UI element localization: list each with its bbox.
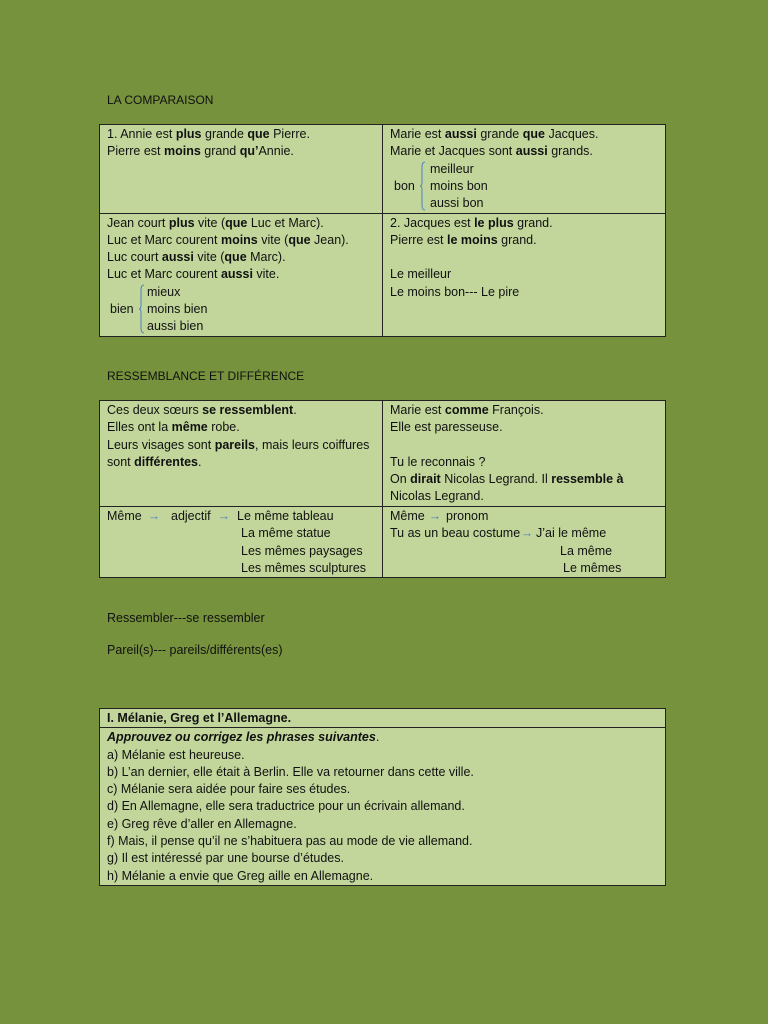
text-line: 2. Jacques est le plus grand.	[390, 215, 553, 230]
list-item: aussi bien	[147, 319, 204, 334]
text-line	[390, 525, 658, 542]
text-line: Le meilleur	[390, 267, 452, 282]
blank-line	[390, 249, 658, 266]
text-line	[107, 508, 375, 525]
text-line: Pierre est moins grand qu’Annie.	[107, 144, 294, 159]
comparaison-cell-2	[383, 125, 666, 214]
exercise-instruction: Approuvez ou corrigez les phrases suivantes.	[107, 730, 380, 745]
list-item: moins bien	[147, 302, 208, 317]
brace-label: bon	[394, 178, 415, 193]
text-line: Marie est aussi grande que Jacques.	[390, 127, 599, 141]
ressemblance-cell-4	[383, 507, 666, 578]
comparaison-table	[99, 124, 666, 337]
brace-items	[147, 284, 207, 336]
list-item: aussi bon	[430, 196, 484, 211]
brace-group-bon	[390, 161, 658, 213]
list-item: a) Mélanie est heureuse.	[107, 747, 245, 762]
list-item: c) Mélanie sera aidée pour faire ses études.	[107, 782, 351, 797]
list-item: h) Mélanie a envie que Greg aille en Allemagne.	[107, 868, 374, 883]
meme-label: Même	[390, 509, 425, 523]
text-line: Marie et Jacques sont aussi grands.	[390, 144, 593, 159]
list-item: La même	[560, 543, 613, 558]
text-line: Pierre est le moins grand.	[390, 232, 537, 247]
ressemblance-cell-3	[100, 507, 383, 578]
text-line: Leurs visages sont pareils, mais leurs coiffures	[107, 437, 370, 452]
list-item: e) Greg rêve d’aller en Allemagne.	[107, 816, 297, 831]
meme-label: Même	[107, 509, 142, 523]
text-line: Luc et Marc courent aussi vite.	[107, 267, 280, 282]
section-title-ressemblance: RESSEMBLANCE ET DIFFÉRENCE	[107, 369, 305, 383]
arrow-right-icon: →	[428, 509, 442, 523]
text-line	[390, 560, 658, 577]
note-ressembler: Ressembler---se ressembler	[107, 611, 265, 625]
exercise-table	[99, 708, 666, 886]
list-item: b) L’an dernier, elle était à Berlin. Elle va retourner dans cette ville.	[107, 764, 474, 779]
brace-icon	[139, 284, 145, 334]
arrow-right-icon: →	[147, 509, 161, 523]
note-pareil: Pareil(s)--- pareils/différents(es)	[107, 643, 283, 657]
comparaison-cell-1	[100, 125, 383, 214]
blank-line	[390, 437, 658, 454]
text-line: Elle est paresseuse.	[390, 420, 503, 435]
brace-icon	[420, 161, 426, 211]
costume-text: Tu as un beau costume	[390, 526, 521, 541]
text-line	[107, 560, 375, 577]
ressemblance-cell-1	[100, 401, 383, 507]
arrow-right-icon: →	[217, 509, 231, 523]
exercise-body	[100, 728, 666, 886]
ressemblance-cell-2	[383, 401, 666, 507]
text-line: Marie est comme François.	[390, 403, 544, 417]
pronom-label: pronom	[446, 509, 489, 523]
text-line: Luc et Marc courent moins vite (que Jean).	[107, 232, 349, 247]
list-item: La même statue	[241, 526, 331, 541]
adjectif-label: adjectif	[171, 509, 211, 523]
text-line	[107, 543, 375, 560]
ressemblance-table	[99, 400, 666, 578]
list-item: d) En Allemagne, elle sera traductrice pour un écrivain allemand.	[107, 799, 465, 814]
list-item: mieux	[147, 284, 181, 299]
list-item: Le même tableau	[237, 509, 334, 523]
text-line: Nicolas Legrand.	[390, 489, 484, 504]
text-line	[390, 543, 658, 560]
text-line	[390, 508, 658, 525]
list-item: g) Il est intéressé par une bourse d’études.	[107, 851, 344, 866]
list-item: moins bon	[430, 178, 488, 193]
text-line: sont différentes.	[107, 454, 202, 469]
list-item: Le mêmes	[563, 560, 622, 575]
arrow-right-icon: →	[520, 526, 534, 541]
text-line: Le moins bon--- Le pire	[390, 284, 520, 299]
text-line: Luc court aussi vite (que Marc).	[107, 250, 286, 265]
list-item: J’ai le même	[536, 526, 607, 541]
text-line: Jean court plus vite (que Luc et Marc).	[107, 215, 324, 230]
text-line: Tu le reconnais ?	[390, 454, 486, 469]
text-line	[107, 525, 375, 542]
text-line: Elles ont la même robe.	[107, 420, 240, 435]
brace-group-bien	[107, 284, 375, 336]
text-line: On dirait Nicolas Legrand. Il ressemble à	[390, 472, 624, 487]
list-item: meilleur	[430, 161, 474, 176]
list-item: f) Mais, il pense qu’il ne s’habituera pas au mode de vie allemand.	[107, 834, 473, 849]
text-line: 1. Annie est plus grande que Pierre.	[107, 127, 310, 141]
section-title-comparaison: LA COMPARAISON	[107, 93, 214, 107]
list-item: Les mêmes sculptures	[241, 560, 367, 575]
brace-items	[430, 161, 488, 213]
comparaison-cell-4	[383, 213, 666, 336]
text-line: Ces deux sœurs se ressemblent.	[107, 403, 297, 417]
exercise-title: I. Mélanie, Greg et l’Allemagne.	[100, 709, 666, 728]
comparaison-cell-3	[100, 213, 383, 336]
brace-label: bien	[110, 301, 134, 316]
list-item: Les mêmes paysages	[241, 543, 363, 558]
